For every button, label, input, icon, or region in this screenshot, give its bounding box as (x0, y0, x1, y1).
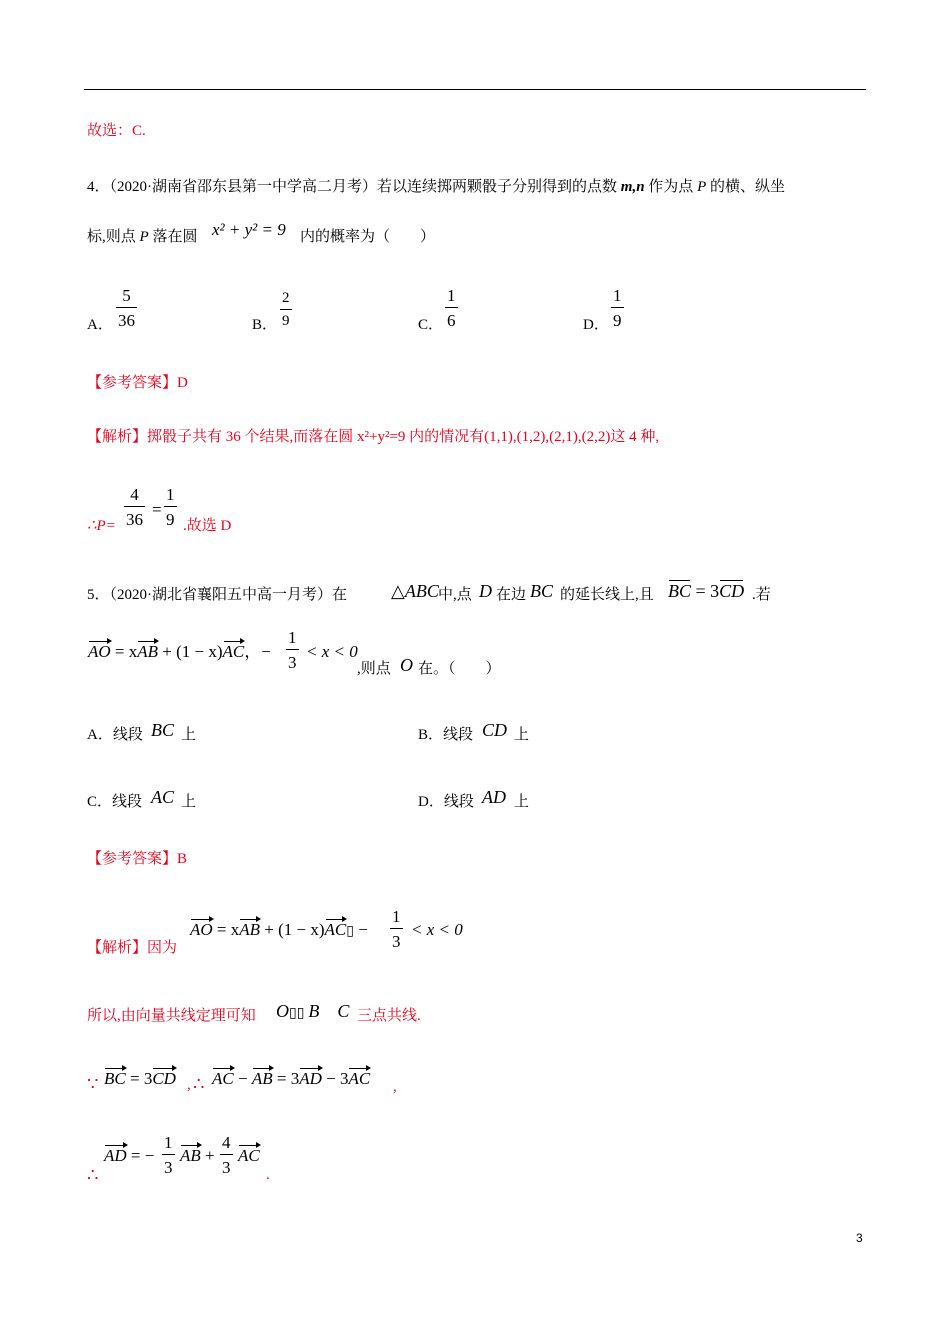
q5-collinear-o: O (276, 1001, 289, 1021)
q5-source: （2020·湖北省襄阳五中高一月考） (109, 587, 333, 603)
q5-collinear-b: B (308, 1001, 320, 1021)
q5-analysis-intro (87, 941, 177, 956)
q5-eq-x: = x (110, 642, 138, 661)
q5-vector-relation (668, 582, 744, 600)
q5-step2-frac2 (220, 1134, 233, 1176)
q4-conclusion-d2: 9 (166, 510, 175, 529)
q4-var-p: P (697, 179, 707, 195)
q5-collinear-box: ▯▯ (289, 1006, 305, 1021)
q4-option-b-fraction (280, 291, 292, 329)
page-number: 3 (856, 1231, 863, 1245)
q5-an-plus: + (1 − x) (260, 920, 325, 939)
q5-an-ineq: < x < 0 (411, 920, 463, 939)
q4-option-b-label: B． (252, 317, 278, 333)
q5-an-frac-n: 1 (392, 907, 401, 926)
q5-step1-eq: = 3 (125, 1069, 153, 1088)
q5-an-vec-ao: AO (190, 920, 213, 939)
q5-analysis-label: 【解析】 (87, 940, 148, 956)
q5-step2-frac1 (162, 1134, 175, 1176)
q5-step2-eq: = − (126, 1146, 155, 1165)
q5-step2-plus: + (200, 1146, 215, 1165)
q5-option-b-label: B．线段 (418, 727, 474, 743)
prev-answer: 故选：C. (87, 123, 146, 139)
q5-step1-vec-ad: AD (299, 1069, 322, 1088)
q4-stem-end: 的横、纵坐 (709, 179, 785, 195)
header-rule (84, 89, 866, 90)
q4-conclusion-prefix: ∴P= (87, 518, 116, 534)
q5-step2-tail: . (266, 1167, 270, 1183)
q5-step2-d2: 3 (222, 1158, 231, 1177)
q5-point-o: O (400, 655, 413, 675)
q5-step1-minus2: − 3 (321, 1069, 349, 1088)
q4-stem-mid: 作为点 (648, 179, 694, 195)
q5-step2-rhs (238, 1147, 260, 1164)
q5-inequality: < x < 0 (306, 642, 358, 661)
q4-stem-line1 (87, 180, 785, 195)
q4-source: （2020·湖南省邵东县第一中学高二月考） (109, 179, 378, 195)
q5-number: 5． (87, 587, 110, 603)
q5-step2-vec-ac: AC (238, 1146, 260, 1165)
q4-option-c-fraction (445, 287, 458, 329)
q4-option-a-den: 36 (118, 311, 135, 330)
q5-vec-cd: CD (719, 581, 745, 601)
q5-frac-d: 3 (288, 653, 297, 672)
q5-option-d-tail: 上 (514, 794, 530, 810)
q5-vec-bc: BC (668, 581, 692, 601)
q5-step1-vec-ac: AC (212, 1069, 234, 1088)
q4-option-b-num: 2 (282, 290, 290, 306)
q5-step1-eq2: = 3 (272, 1069, 300, 1088)
q5-step1-vec-ab: AB (251, 1069, 273, 1088)
q5-triangle: △ABC (391, 581, 439, 601)
q5-an-vec-ac: AC (324, 920, 347, 939)
q4-number: 4． (87, 179, 110, 195)
q5-option-c-tail: 上 (181, 794, 197, 810)
q4-analysis-label: 【解析】 (87, 429, 148, 445)
q5-step1-vec-bc: BC (104, 1069, 126, 1088)
q5-option-d-label: D．线段 (418, 794, 474, 810)
q5-option-d-seg: AD (482, 787, 506, 807)
q4-option-c-num: 1 (447, 286, 456, 305)
q5-step2-vec-ab: AB (180, 1146, 201, 1165)
q4-option-d-den: 9 (613, 311, 622, 330)
q5-stem-d: 的延长线上,且 (560, 587, 654, 603)
q5-frac-third (286, 629, 299, 671)
q5-option-c-label: C．线段 (87, 794, 143, 810)
q4-option-c-label: C． (418, 317, 444, 333)
q5-vec-ac: AC (222, 642, 245, 661)
q4-option-a-label: A． (87, 317, 113, 333)
q5-option-a-seg: BC (151, 720, 175, 740)
q5-step1-vec-cd: CD (152, 1069, 176, 1088)
q5-step2-vec-ad: AD (104, 1146, 127, 1165)
q4-conclusion-d1: 36 (126, 510, 143, 529)
q5-tail-b: 在。（ ） (418, 661, 501, 677)
q5-an-frac-d: 3 (392, 932, 401, 951)
q5-step1-relation (104, 1070, 176, 1087)
q5-stem-a: 在 (332, 587, 348, 603)
q5-an-vec-ab: AB (239, 920, 261, 939)
q4-conclusion-frac1 (124, 486, 145, 528)
q5-collinear-text: 所以,由向量共线定理可知 (87, 1008, 256, 1024)
q4-option-d-num: 1 (613, 286, 622, 305)
q5-collinear-points (276, 1002, 349, 1021)
q5-collinear-tail: 三点共线. (357, 1008, 421, 1024)
q5-answer: 【参考答案】B (87, 851, 188, 867)
q4-circle-equation: x² + y² = 9 (212, 220, 286, 239)
q5-step2-therefore: ∴ (87, 1165, 99, 1185)
q4-analysis-text: 掷骰子共有 36 个结果,而落在圆 x²+y²=9 内的情况有(1,1),(1,2),(2,1),(2,2)这 4 种, (147, 429, 660, 445)
q5-stem-b: 中,点 (438, 587, 472, 603)
q5-step1-therefore: ∴ (193, 1074, 205, 1094)
q4-option-c-den: 6 (447, 311, 456, 330)
q4-var-p-2: P (139, 229, 149, 245)
q5-side-bc: BC (530, 581, 554, 601)
q4-conclusion-n1: 4 (130, 485, 139, 504)
q5-step2-d1: 3 (164, 1158, 173, 1177)
q4-answer: 【参考答案】D (87, 375, 188, 391)
q5-option-b-tail: 上 (514, 727, 530, 743)
q5-collinear-c: C (337, 1001, 350, 1021)
q5-analysis-because: 因为 (147, 940, 178, 956)
q5-option-a-label: A．线段 (87, 727, 143, 743)
q5-an-minus: − (358, 920, 368, 939)
q5-comma: ， (244, 642, 262, 661)
q5-option-a-tail: 上 (181, 727, 197, 743)
q4-conclusion-frac2 (164, 486, 177, 528)
q4-option-a-fraction (116, 287, 137, 329)
q4-stem-line2-a: 标,则点 (87, 229, 136, 245)
q4-stem-line2 (87, 230, 197, 245)
q5-an-eq: = x (212, 920, 240, 939)
q5-step1-derivation (212, 1070, 370, 1087)
q5-point-d: D (479, 581, 492, 601)
q5-step2-n1: 1 (164, 1133, 173, 1152)
q4-option-d-fraction (611, 287, 624, 329)
q5-plus-term: + (1 − x) (158, 642, 223, 661)
q4-conclusion-eq: = (152, 500, 162, 519)
q5-tail-a: ,则点 (357, 661, 391, 677)
q5-analysis-equation (190, 921, 368, 939)
q5-an-box: ▯ (346, 924, 354, 939)
q4-var-mn: m,n (620, 179, 645, 195)
q4-stem-a: 若以连续掷两颗骰子分别得到的点数 (377, 179, 618, 195)
q5-step1-because: ∵ (87, 1074, 99, 1094)
q5-step1-tail: , (393, 1079, 397, 1095)
q5-minus: − (261, 642, 271, 661)
q5-step1-minus: − (233, 1069, 252, 1088)
q5-stem-line1 (87, 588, 347, 603)
q5-vector-equation (88, 643, 271, 660)
q5-option-b-seg: CD (482, 720, 508, 740)
q5-vec-ab: AB (137, 642, 159, 661)
q4-stem-line2-c: 内的概率为（ ） (300, 229, 436, 245)
q5-stem-c: 在边 (496, 587, 527, 603)
q4-option-b-den: 9 (282, 313, 290, 329)
q4-option-d-label: D． (583, 317, 609, 333)
q5-step2-n2: 4 (222, 1133, 231, 1152)
q5-stem-e: .若 (752, 587, 771, 603)
q5-an-frac (390, 908, 403, 950)
q4-stem-line2-b: 落在圆 (152, 229, 198, 245)
q5-vec-ao: AO (88, 642, 111, 661)
q5-vec-eq-mid: = 3 (691, 581, 720, 601)
q5-step2-mid (180, 1147, 215, 1164)
q4-conclusion-n2: 1 (166, 485, 175, 504)
q5-step2-lhs (104, 1147, 154, 1164)
q4-conclusion-suffix: .故选 D (183, 518, 232, 534)
q5-step1-comma: , (187, 1077, 191, 1093)
q5-step1-vec-ac2: AC (348, 1069, 371, 1088)
q4-option-a-num: 5 (122, 286, 131, 305)
q5-option-c-seg: AC (151, 787, 175, 807)
q4-analysis (87, 430, 659, 445)
q5-frac-n: 1 (288, 628, 297, 647)
